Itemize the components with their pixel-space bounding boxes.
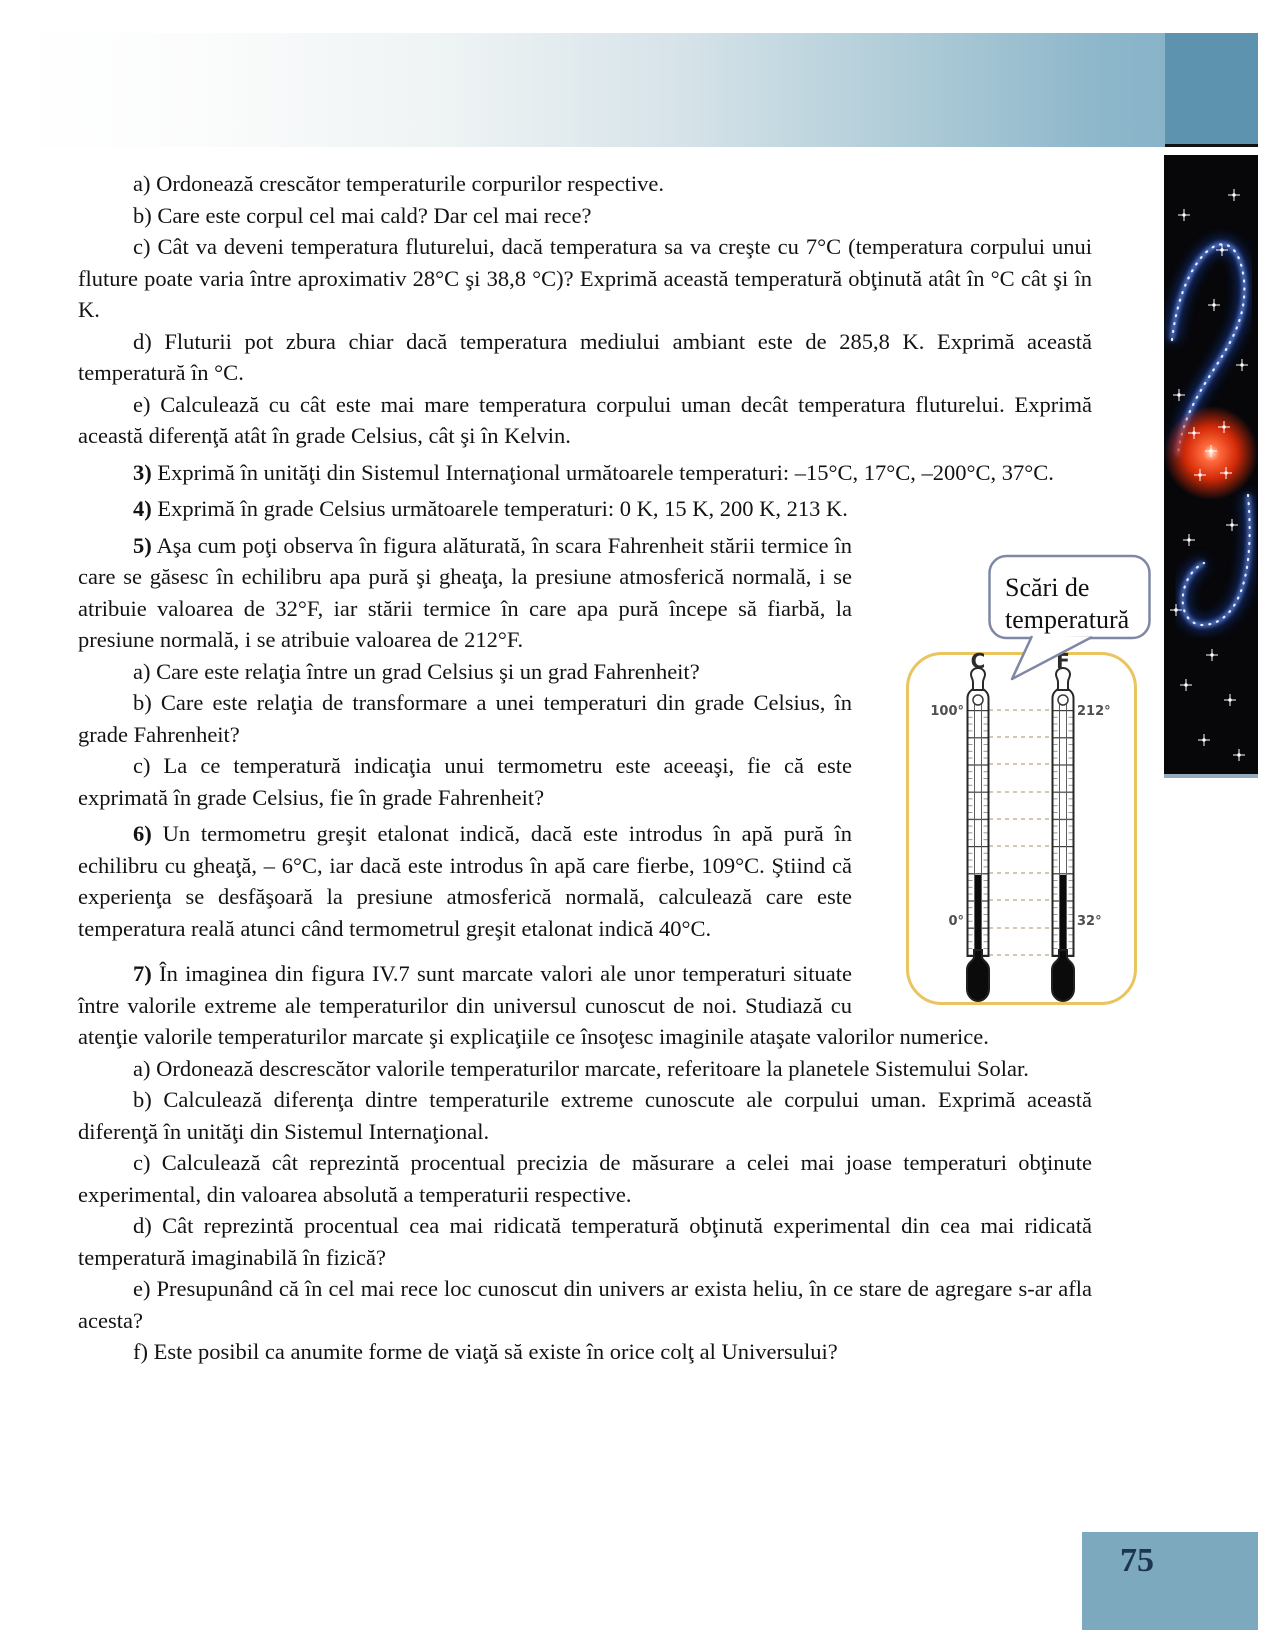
paragraph: a) Ordonează descrescător valorile temperaturilor marcate, referitoare la planetele Sistemului Solar. [133,1055,1029,1081]
paragraph-exercise-3: 3) Exprimă în unităţi din Sistemul Internaţional următoarele temperaturi: –15°C, 17°C, –200°C, 37°C. [133,459,1054,485]
scale-connector-lines [989,710,1052,955]
paragraph: d) Fluturii pot zbura chiar dacă temperatura mediului ambiant este de 285,8 K. Exprimă această temperatură în °C. [78,328,1092,385]
page-number: 75 [1120,1542,1154,1579]
fahrenheit-thermometer [1052,668,1074,1001]
paragraph: e) Calculează cu cât este mai mare temperatura corpului uman decât temperatura fluturelui. Exprimă această diferenţă atât în grade Celsius, cât şi în Kelvin. [78,391,1092,448]
figure-callout-bubble [975,548,1155,688]
paragraph-exercise-4: 4) Exprimă în grade Celsius următoarele temperaturi: 0 K, 15 K, 200 K, 213 K. [133,496,848,521]
paragraph: a) Ordonează crescător temperaturile corpurilor respective. [133,171,664,196]
paragraph: b) Calculează diferenţa dintre temperaturile extreme cunoscute ale corpului uman. Exprimă această diferenţă în unităţi din Sistemul Internaţional. [78,1087,1092,1144]
paragraph: d) Cât reprezintă procentual cea mai ridicată temperatură obţinută experimental din cea mai ridicată temperatură imaginabilă în fizică? [78,1213,1092,1270]
paragraph: e) Presupunând că în cel mai rece loc cunoscut din univers ar exista heliu, în ce stare de agregare s-ar afla acesta? [78,1276,1092,1333]
paragraph: b) Care este relaţia de transformare a unei temperaturi din grade Celsius, în grade Fahrenheit? [78,690,852,747]
paragraph: b) Care este corpul cel mai cald? Dar cel mai rece? [133,202,592,228]
paragraph: c) La ce temperatură indicaţia unui termometru este aceeaşi, fie că este exprimată în grade Celsius, fie în grade Fahrenheit? [78,753,852,810]
fahrenheit-freezing-value: 32° [1077,914,1102,929]
paragraph: c) Calculează cât reprezintă procentual precizia de măsurare a celei mai joase temperaturi obţinute experimental, din valoarea absolută a temperaturii respective. [78,1150,1092,1207]
header-endcap-block [1165,33,1258,147]
paragraph: c) Cât va deveni temperatura fluturelui, dacă temperatura sa va creşte cu 7°C (temperatura corpului unui fluture poate varia între aproximativ 28°C şi 38,8 °C)? Exprimă această temperatură obţinută atât în °C cât şi în K. [78,234,1092,322]
paragraph-exercise-5: 5) Aşa cum poţi observa în figura alăturată, în scara Fahrenheit stării termice în care se găsesc în echilibru apa pură şi gheaţa, la presiune atmosferică normală, i se atribuie valoarea de 32°F, iar stării termice în care apa pură începe să fiarbă, la presiune normală, i se atribuie valoarea de 212°F. [78,532,852,652]
callout-text-line2: temperatură [1005,605,1130,634]
paragraph-exercise-7: 7) În imaginea din figura IV.7 sunt marcate valori ale unor temperaturi situate între valorile extreme ale temperaturilor din universul cunoscut de noi. Studiază cu atenţie valorile temperaturilor marcate şi explicaţiile ce însoţesc imaginile ataşate valorilor numerice. [78,961,989,1049]
celsius-label: C [970,652,986,673]
paragraph: a) Care este relaţia între un grad Celsius şi un grad Fahrenheit? [133,658,700,684]
celsius-freezing-value: 0° [948,914,964,929]
paragraph-exercise-6: 6) Un termometru greşit etalonat indică, dacă este introdus în apă pură în echilibru cu gheaţă, – 6°C, iar dacă este introdus în apă care fierbe, 109°C. Ştiind că experienţa se desfăşoară la presiune atmosferică normală, calculează care este temperatura reală atunci când termometrul greşit etalonat indică 40°C. [78,821,852,941]
fahrenheit-boiling-value: 212° [1077,704,1111,719]
sidebar-atom-stars-image [1164,155,1258,778]
callout-text-line1: Scări de [1005,573,1090,602]
celsius-boiling-value: 100° [930,704,964,719]
celsius-thermometer [967,668,989,1001]
paragraph: f) Este posibil ca anumite forme de viaţă să existe în orice colţ al Universului? [133,1339,838,1364]
temperature-scales-figure [906,652,1137,1005]
header-gradient-band [16,33,1165,147]
fahrenheit-label: F [1056,652,1070,673]
page-number-box [1082,1532,1258,1630]
